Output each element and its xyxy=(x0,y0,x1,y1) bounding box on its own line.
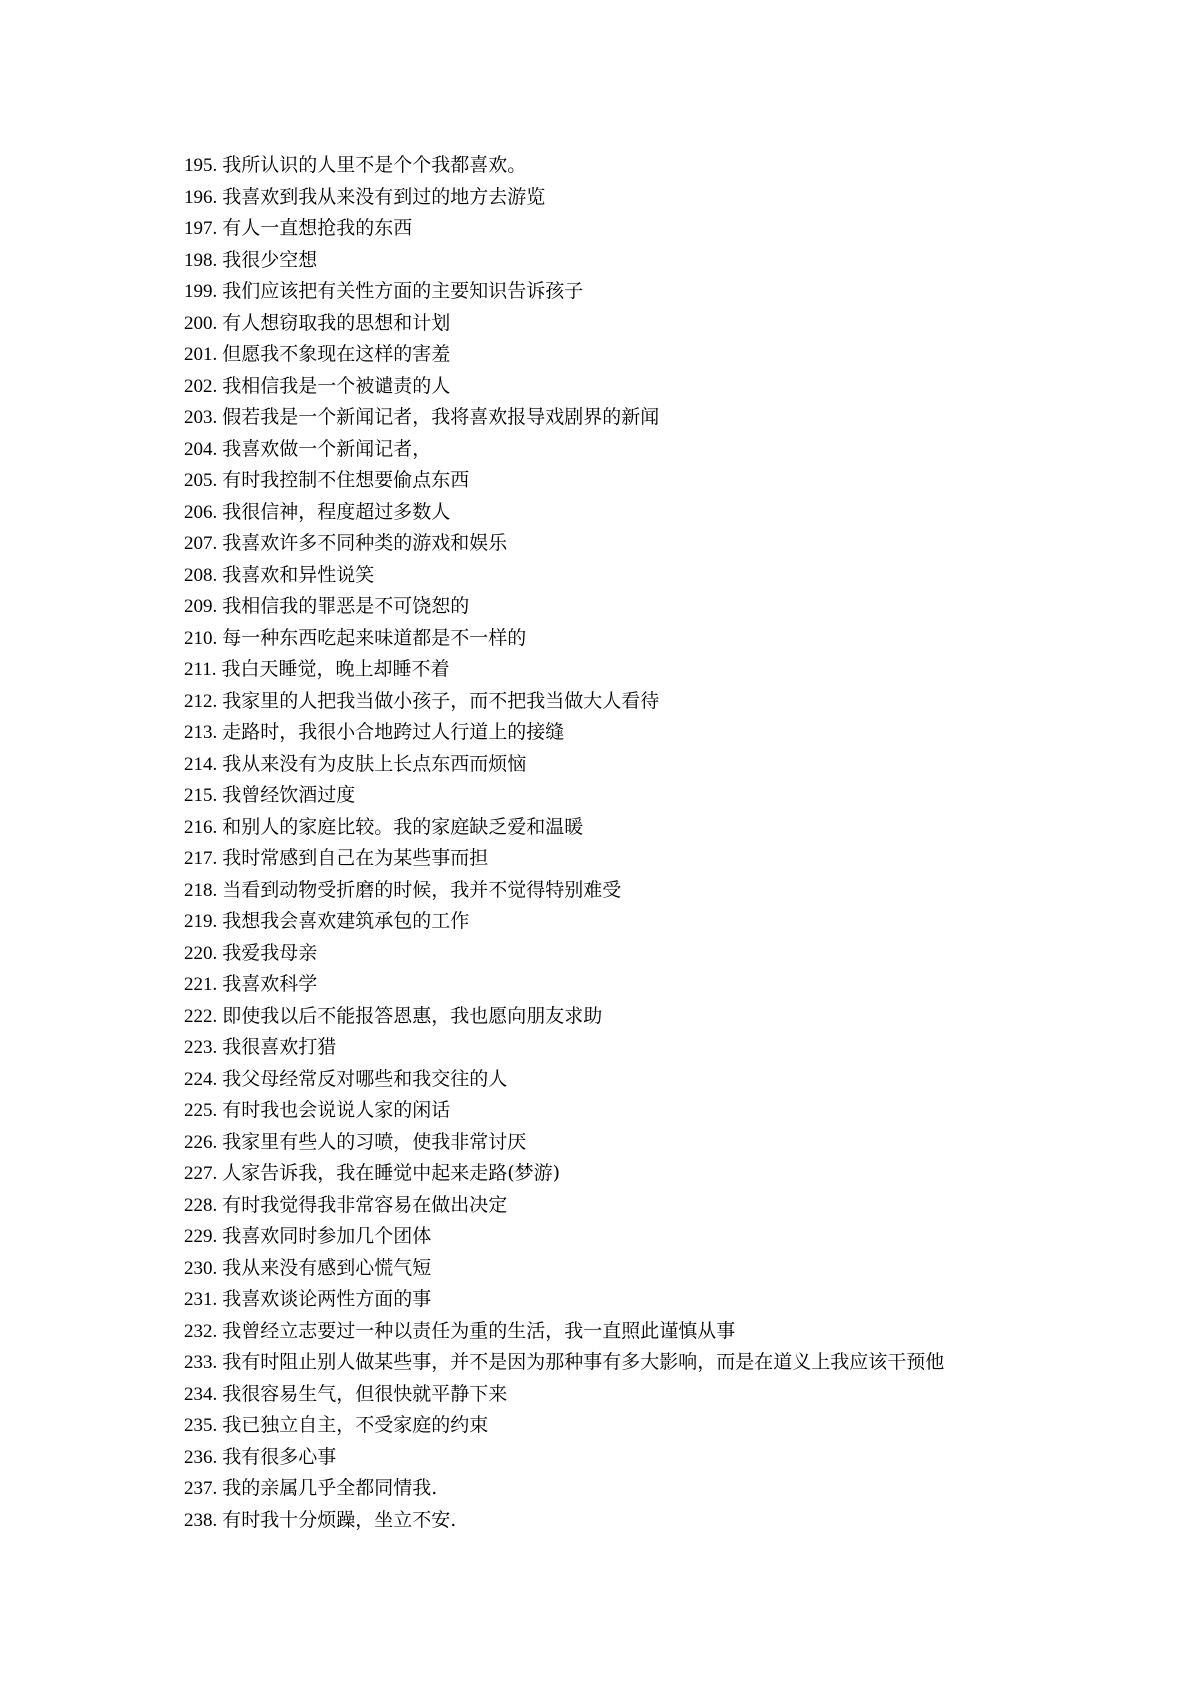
question-item xyxy=(184,875,944,907)
question-item xyxy=(184,1221,944,1253)
question-item xyxy=(184,497,944,529)
question-number: 228. xyxy=(184,1194,218,1216)
question-number: 227. xyxy=(184,1163,218,1184)
question-number: 204. xyxy=(184,438,218,460)
question-text: 和别人的家庭比较。我的家庭缺乏爱和温暖 xyxy=(222,815,584,838)
question-item xyxy=(184,938,944,970)
question-item xyxy=(184,1316,944,1348)
question-item xyxy=(184,591,944,623)
question-number: 232. xyxy=(184,1320,218,1342)
question-number: 212. xyxy=(184,690,218,712)
question-item xyxy=(184,434,944,466)
question-item xyxy=(184,1347,944,1379)
question-number: 221. xyxy=(184,974,218,995)
question-text: 当看到动物受折磨的时候，我并不觉得特别难受 xyxy=(222,878,622,901)
question-number: 202. xyxy=(184,375,218,397)
question-item xyxy=(184,1158,944,1190)
question-text: 我父母经常反对哪些和我交往的人 xyxy=(222,1067,508,1090)
question-item xyxy=(184,1410,944,1442)
question-number: 195. xyxy=(184,155,218,176)
question-item xyxy=(184,780,944,812)
question-item xyxy=(184,1064,944,1096)
question-item xyxy=(184,969,944,1001)
question-text: 我很喜欢打猎 xyxy=(222,1036,337,1058)
question-item xyxy=(184,906,944,938)
question-item xyxy=(184,717,944,749)
question-text: 我喜欢同时参加几个团体 xyxy=(222,1225,432,1247)
question-item xyxy=(184,371,944,403)
question-number: 198. xyxy=(184,249,218,271)
question-text: 我想我会喜欢建筑承包的工作 xyxy=(222,910,470,932)
question-item xyxy=(184,1442,944,1474)
question-text: 有人一直想抢我的东西 xyxy=(222,217,413,239)
question-text: 我很信神，程度超过多数人 xyxy=(222,500,451,523)
question-text: 有人想窃取我的思想和计划 xyxy=(222,311,451,334)
question-item xyxy=(184,1253,944,1285)
question-number: 229. xyxy=(184,1226,218,1247)
question-number: 238. xyxy=(184,1509,218,1531)
question-item xyxy=(184,1001,944,1033)
question-number: 210. xyxy=(184,627,218,649)
question-item xyxy=(184,1127,944,1159)
question-text: 我的亲属几乎全都同情我. xyxy=(222,1477,438,1499)
question-text: 有时我也会说说人家的闲话 xyxy=(222,1099,451,1121)
question-text: 我有很多心事 xyxy=(222,1445,337,1468)
question-number: 222. xyxy=(184,1005,218,1027)
question-text: 我已独立自主，不受家庭的约束 xyxy=(222,1414,489,1436)
question-text: 即使我以后不能报答恩惠，我也愿向朋友求助 xyxy=(222,1004,603,1027)
question-item xyxy=(184,1284,944,1316)
question-item xyxy=(184,308,944,340)
question-item xyxy=(184,812,944,844)
question-number: 205. xyxy=(184,470,218,491)
question-number: 215. xyxy=(184,785,218,806)
question-text: 我曾经立志要过一种以责任为重的生活，我一直照此谨慎从事 xyxy=(222,1319,736,1342)
question-text: 我喜欢许多不同种类的游戏和娱乐 xyxy=(222,532,508,554)
question-text: 我喜欢做一个新闻记者， xyxy=(222,437,432,460)
question-number: 208. xyxy=(184,564,218,586)
question-text: 我喜欢谈论两性方面的事 xyxy=(222,1288,432,1310)
question-item xyxy=(184,1473,944,1505)
question-item xyxy=(184,1379,944,1411)
question-item xyxy=(184,465,944,497)
question-text: 我们应该把有关性方面的主要知识告诉孩子 xyxy=(222,280,584,302)
question-number: 217. xyxy=(184,848,218,869)
question-number: 219. xyxy=(184,911,218,932)
question-number: 200. xyxy=(184,312,218,334)
question-item xyxy=(184,150,944,182)
question-number: 214. xyxy=(184,753,218,775)
question-number: 218. xyxy=(184,879,218,901)
question-item xyxy=(184,623,944,655)
question-text: 假若我是一个新闻记者，我将喜欢报导戏剧界的新闻 xyxy=(222,406,660,428)
question-item xyxy=(184,686,944,718)
question-text: 每一种东西吃起来味道都是不一样的 xyxy=(222,626,527,649)
question-number: 203. xyxy=(184,407,218,428)
question-number: 206. xyxy=(184,501,218,523)
question-list xyxy=(184,150,944,1536)
question-text: 我时常感到自己在为某些事而担 xyxy=(222,847,489,869)
question-number: 209. xyxy=(184,596,218,617)
question-text: 人家告诉我，我在睡觉中起来走路(梦游) xyxy=(222,1162,561,1184)
question-number: 216. xyxy=(184,816,218,838)
question-text: 我爱我母亲 xyxy=(222,941,318,964)
question-text: 有时我十分烦躁，坐立不安. xyxy=(222,1508,457,1531)
question-item xyxy=(184,402,944,434)
question-item xyxy=(184,276,944,308)
question-text: 我曾经饮酒过度 xyxy=(222,784,356,806)
question-item xyxy=(184,213,944,245)
question-number: 234. xyxy=(184,1383,218,1405)
question-text: 我相信我是一个被谴责的人 xyxy=(222,374,451,397)
question-number: 196. xyxy=(184,186,218,208)
question-text: 我很容易生气，但很快就平静下来 xyxy=(222,1382,508,1405)
question-number: 231. xyxy=(184,1289,218,1310)
question-text: 我喜欢和异性说笑 xyxy=(222,563,375,586)
question-text: 我从来没有为皮肤上长点东西而烦恼 xyxy=(222,752,527,775)
question-number: 211. xyxy=(184,659,217,680)
question-text: 我白天睡觉，晚上却睡不着 xyxy=(221,658,450,680)
question-number: 223. xyxy=(184,1037,218,1058)
question-text: 我所认识的人里不是个个我都喜欢。 xyxy=(222,154,527,176)
question-item xyxy=(184,1095,944,1127)
question-number: 207. xyxy=(184,533,218,554)
question-item xyxy=(184,1190,944,1222)
question-item xyxy=(184,843,944,875)
question-item xyxy=(184,560,944,592)
question-number: 233. xyxy=(184,1352,218,1373)
question-number: 201. xyxy=(184,344,218,365)
question-item xyxy=(184,339,944,371)
question-text: 我有时阻止别人做某些事，并不是因为那种事有多大影响，而是在道义上我应该干预他 xyxy=(222,1351,945,1373)
question-number: 220. xyxy=(184,942,218,964)
question-number: 226. xyxy=(184,1131,218,1153)
question-text: 我相信我的罪恶是不可饶恕的 xyxy=(222,595,470,617)
question-number: 237. xyxy=(184,1478,218,1499)
question-text: 我很少空想 xyxy=(222,248,318,271)
question-number: 225. xyxy=(184,1100,218,1121)
question-number: 236. xyxy=(184,1446,218,1468)
question-item xyxy=(184,749,944,781)
question-text: 但愿我不象现在这样的害羞 xyxy=(222,343,451,365)
question-text: 有时我觉得我非常容易在做出决定 xyxy=(222,1193,508,1216)
question-item xyxy=(184,1032,944,1064)
question-text: 有时我控制不住想要偷点东西 xyxy=(222,469,470,491)
question-number: 199. xyxy=(184,281,218,302)
question-number: 235. xyxy=(184,1415,218,1436)
question-number: 197. xyxy=(184,218,218,239)
question-number: 224. xyxy=(184,1068,218,1090)
question-text: 我家里有些人的习喷，使我非常讨厌 xyxy=(222,1130,527,1153)
question-number: 230. xyxy=(184,1257,218,1279)
question-text: 我喜欢科学 xyxy=(222,973,318,995)
question-item xyxy=(184,1505,944,1537)
question-number: 213. xyxy=(184,722,218,743)
question-text: 我家里的人把我当做小孩子，而不把我当做大人看待 xyxy=(222,689,660,712)
question-text: 我喜欢到我从来没有到过的地方去游览 xyxy=(222,185,546,208)
question-item xyxy=(184,245,944,277)
question-item xyxy=(184,528,944,560)
question-item xyxy=(184,182,944,214)
question-text: 我从来没有感到心慌气短 xyxy=(222,1256,432,1279)
question-item xyxy=(184,654,944,686)
question-text: 走路时，我很小合地跨过人行道上的接缝 xyxy=(222,721,565,743)
